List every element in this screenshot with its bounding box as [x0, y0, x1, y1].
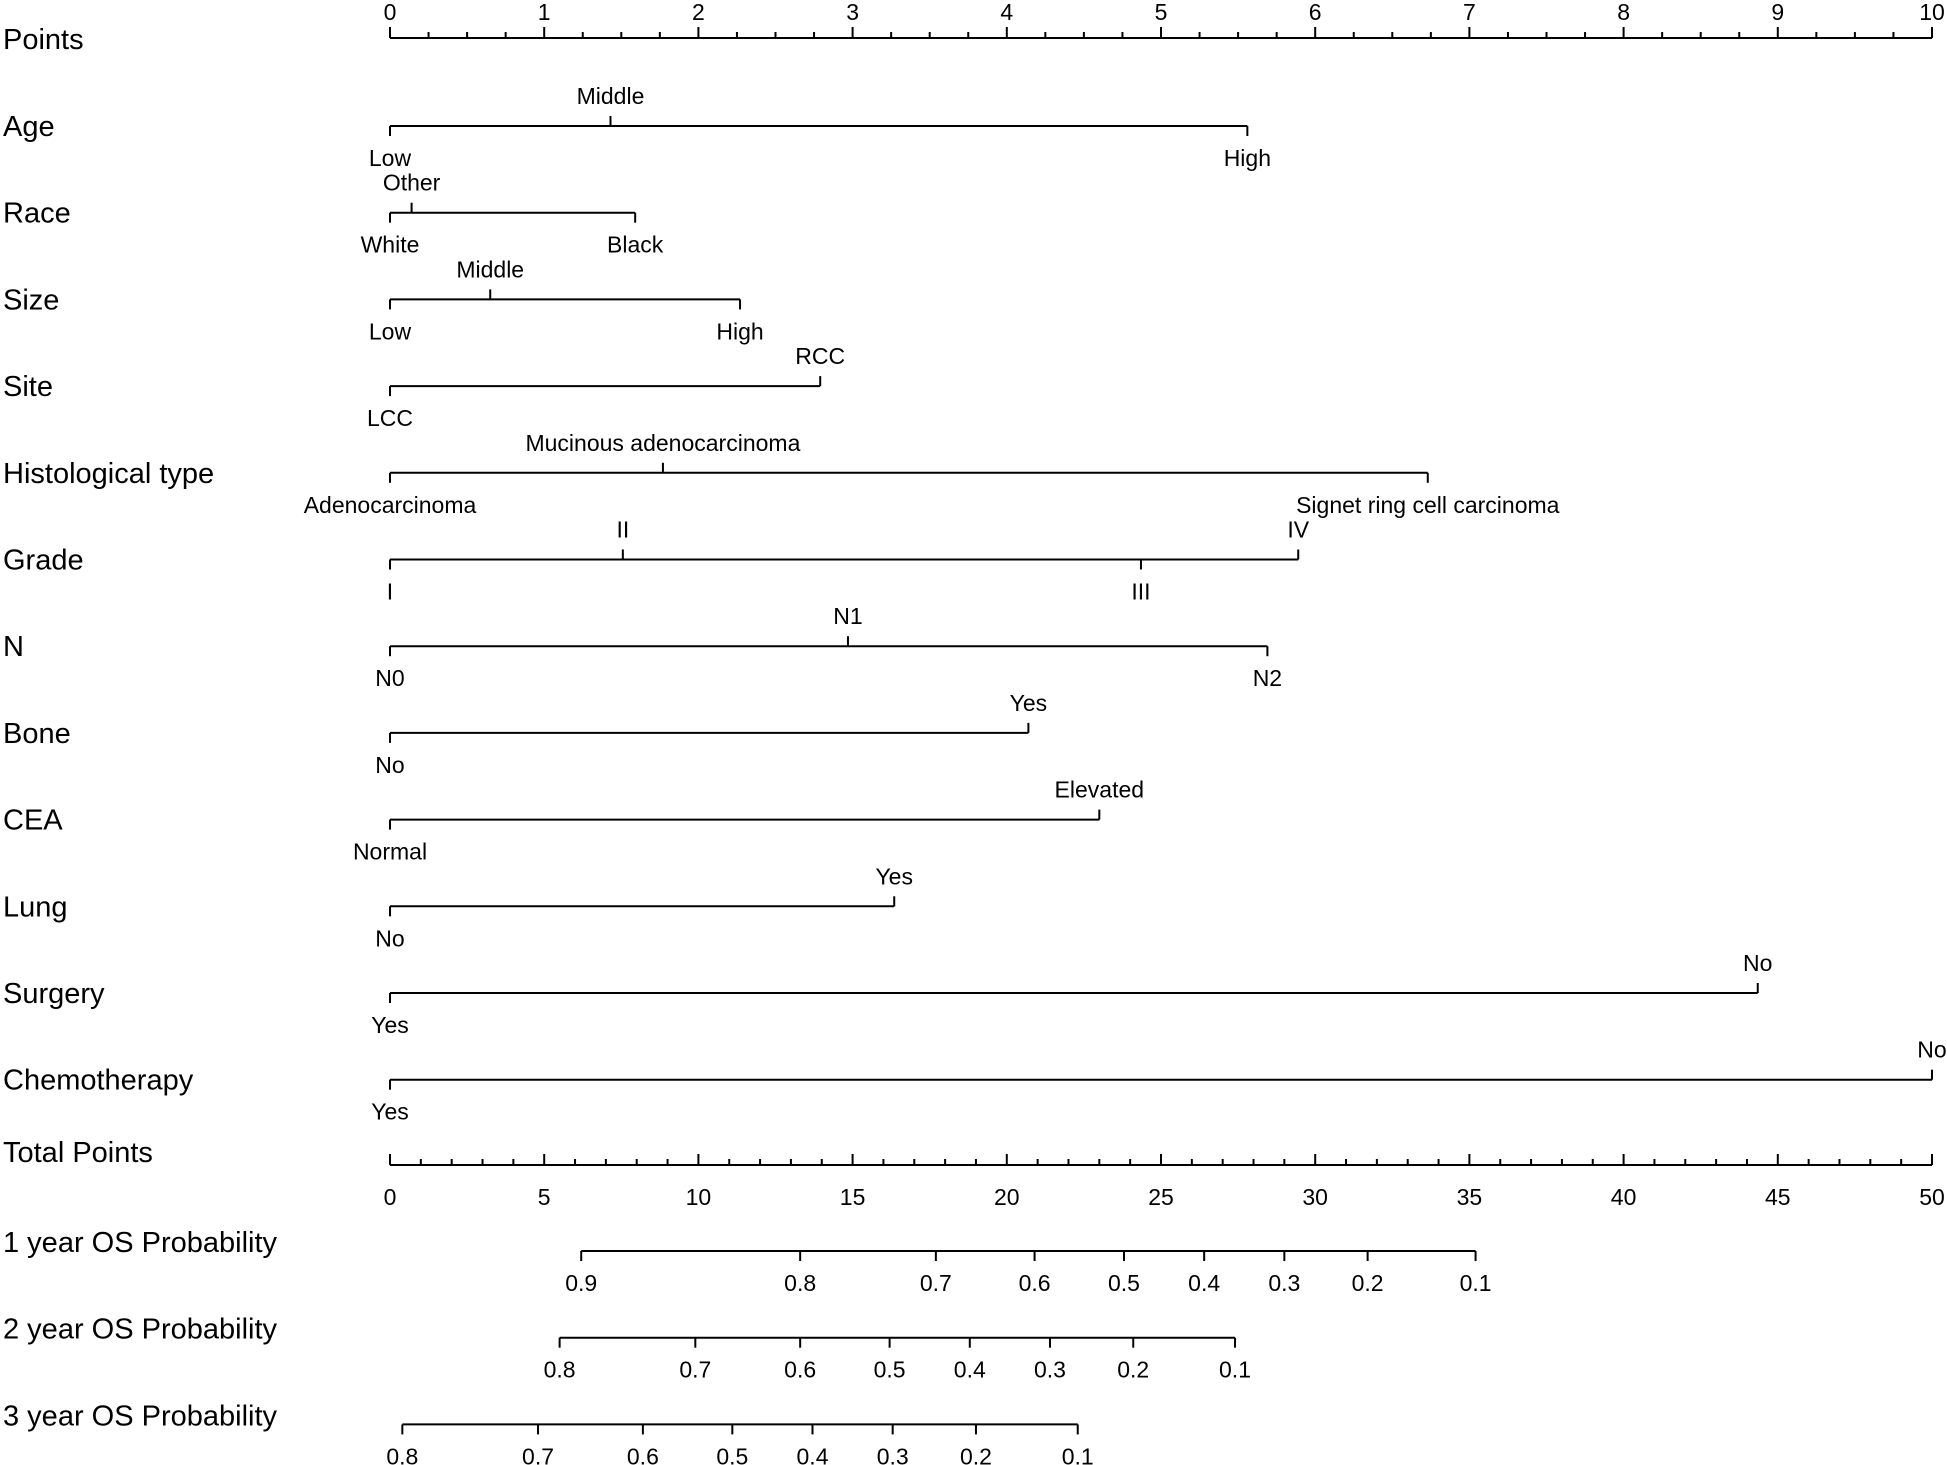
total-points-tick-label: 35 [1456, 1184, 1483, 1210]
variable-level-label: N1 [833, 603, 863, 630]
points-axis-tick-label: 1 [537, 0, 551, 25]
probability-scale-label: 2 year OS Probability [3, 1313, 278, 1346]
total-points-axis-label: Total Points [3, 1137, 153, 1169]
total-points-tick-label: 50 [1919, 1184, 1945, 1210]
variable-level-label: N0 [375, 665, 405, 692]
probability-scale-tick-label: 0.9 [565, 1270, 598, 1296]
variable-level-label: N2 [1252, 665, 1283, 692]
total-points-tick-label: 30 [1302, 1184, 1328, 1210]
variable-label: N [3, 631, 24, 664]
probability-scale-tick-label: 0.8 [543, 1356, 576, 1383]
probability-scale-tick-label: 0.2 [959, 1443, 992, 1465]
probability-scale-label: 3 year OS Probability [3, 1400, 278, 1433]
variable-label: Histological type [3, 457, 215, 490]
variable-label: Size [3, 284, 60, 317]
variable-level-label: No [375, 925, 405, 952]
probability-scale-tick-label: 0.4 [1188, 1270, 1221, 1296]
variable-level-label: Elevated [1054, 776, 1145, 803]
probability-scale-tick-label: 0.7 [522, 1443, 555, 1465]
probability-scale-tick-label: 0.8 [784, 1270, 817, 1296]
variable-level-label: Mucinous adenocarcinoma [525, 429, 801, 456]
total-points-tick-label: 15 [839, 1184, 866, 1210]
points-axis-label: Points [3, 24, 84, 56]
probability-scale-tick-label: 0.6 [784, 1356, 817, 1383]
probability-scale-tick-label: 0.7 [919, 1270, 952, 1296]
total-points-tick-label: 0 [383, 1184, 397, 1210]
variable-level-label: White [360, 231, 420, 258]
variable-label: Age [3, 111, 55, 143]
points-axis-tick-label: 6 [1308, 0, 1322, 25]
variable-label: CEA [3, 804, 63, 837]
variable-level-label: IV [1287, 516, 1310, 543]
variable-level-label: No [1743, 950, 1773, 976]
probability-scale-tick-label: 0.3 [876, 1443, 909, 1465]
variable-level-label: Low [368, 318, 412, 345]
points-axis-tick-label: 3 [846, 0, 859, 25]
probability-scale-tick-label: 0.2 [1351, 1270, 1384, 1296]
variable-level-label: II [616, 516, 630, 543]
points-axis-tick-label: 5 [1154, 0, 1168, 25]
probability-scale-tick-label: 0.6 [1018, 1270, 1051, 1296]
probability-scale-tick-label: 0.7 [679, 1356, 712, 1383]
points-axis-tick-label: 8 [1617, 0, 1630, 25]
variable-label: Surgery [3, 978, 105, 1010]
points-axis-tick-label: 0 [383, 0, 397, 25]
probability-scale-tick-label: 0.5 [716, 1443, 749, 1465]
probability-scale-tick-label: 0.4 [953, 1356, 986, 1383]
total-points-tick-label: 5 [537, 1184, 551, 1210]
total-points-tick-label: 10 [685, 1184, 712, 1210]
probability-scale-tick-label: 0.6 [626, 1443, 659, 1465]
points-axis-tick-label: 4 [1000, 0, 1014, 25]
probability-scale-tick-label: 0.3 [1268, 1270, 1301, 1296]
variable-level-label: High [716, 318, 764, 345]
probability-scale-tick-label: 0.1 [1219, 1356, 1252, 1383]
points-axis-tick-label: 2 [692, 0, 705, 25]
total-points-tick-label: 20 [994, 1184, 1020, 1210]
variable-level-label: Signet ring cell carcinoma [1296, 491, 1560, 518]
variable-label: Grade [3, 544, 84, 577]
variable-level-label: Yes [1009, 689, 1048, 716]
probability-scale-tick-label: 0.4 [796, 1443, 829, 1465]
variable-level-label: Black [607, 231, 664, 258]
points-axis-tick-label: 10 [1919, 0, 1945, 25]
points-axis-tick-label: 7 [1463, 0, 1476, 25]
variable-level-label: Yes [371, 1012, 409, 1038]
variable-level-label: No [1917, 1036, 1947, 1063]
variable-level-label: III [1131, 578, 1151, 605]
variable-label: Chemotherapy [3, 1064, 194, 1097]
probability-scale-tick-label: 0.1 [1459, 1270, 1492, 1296]
probability-scale-label: 1 year OS Probability [3, 1227, 278, 1259]
variable-level-label: Yes [371, 1098, 409, 1125]
probability-scale-tick-label: 0.8 [386, 1443, 419, 1465]
variable-level-label: Normal [352, 838, 428, 865]
variable-level-label: RCC [795, 343, 846, 370]
variable-label: Race [3, 197, 71, 230]
variable-level-label: Low [368, 145, 412, 171]
variable-level-label: High [1223, 145, 1272, 171]
variable-label: Bone [3, 717, 71, 750]
probability-scale-tick-label: 0.5 [873, 1356, 906, 1383]
variable-level-label: I [386, 578, 394, 605]
total-points-tick-label: 45 [1765, 1184, 1791, 1210]
variable-level-label: Yes [875, 863, 913, 890]
total-points-tick-label: 40 [1610, 1184, 1637, 1210]
probability-scale-tick-label: 0.2 [1117, 1356, 1150, 1383]
variable-level-label: Adenocarcinoma [303, 491, 477, 518]
variable-level-label: Middle [576, 83, 645, 109]
variable-level-label: LCC [366, 405, 414, 432]
points-axis-tick-label: 9 [1771, 0, 1785, 25]
probability-scale-tick-label: 0.3 [1033, 1356, 1066, 1383]
variable-label: Site [3, 371, 53, 404]
total-points-tick-label: 25 [1148, 1184, 1174, 1210]
variable-level-label: Other [382, 169, 441, 196]
probability-scale-tick-label: 0.1 [1061, 1443, 1094, 1465]
probability-scale-tick-label: 0.5 [1107, 1270, 1140, 1296]
variable-level-label: No [375, 751, 405, 778]
variable-label: Lung [3, 891, 68, 924]
variable-level-label: Middle [456, 256, 525, 283]
